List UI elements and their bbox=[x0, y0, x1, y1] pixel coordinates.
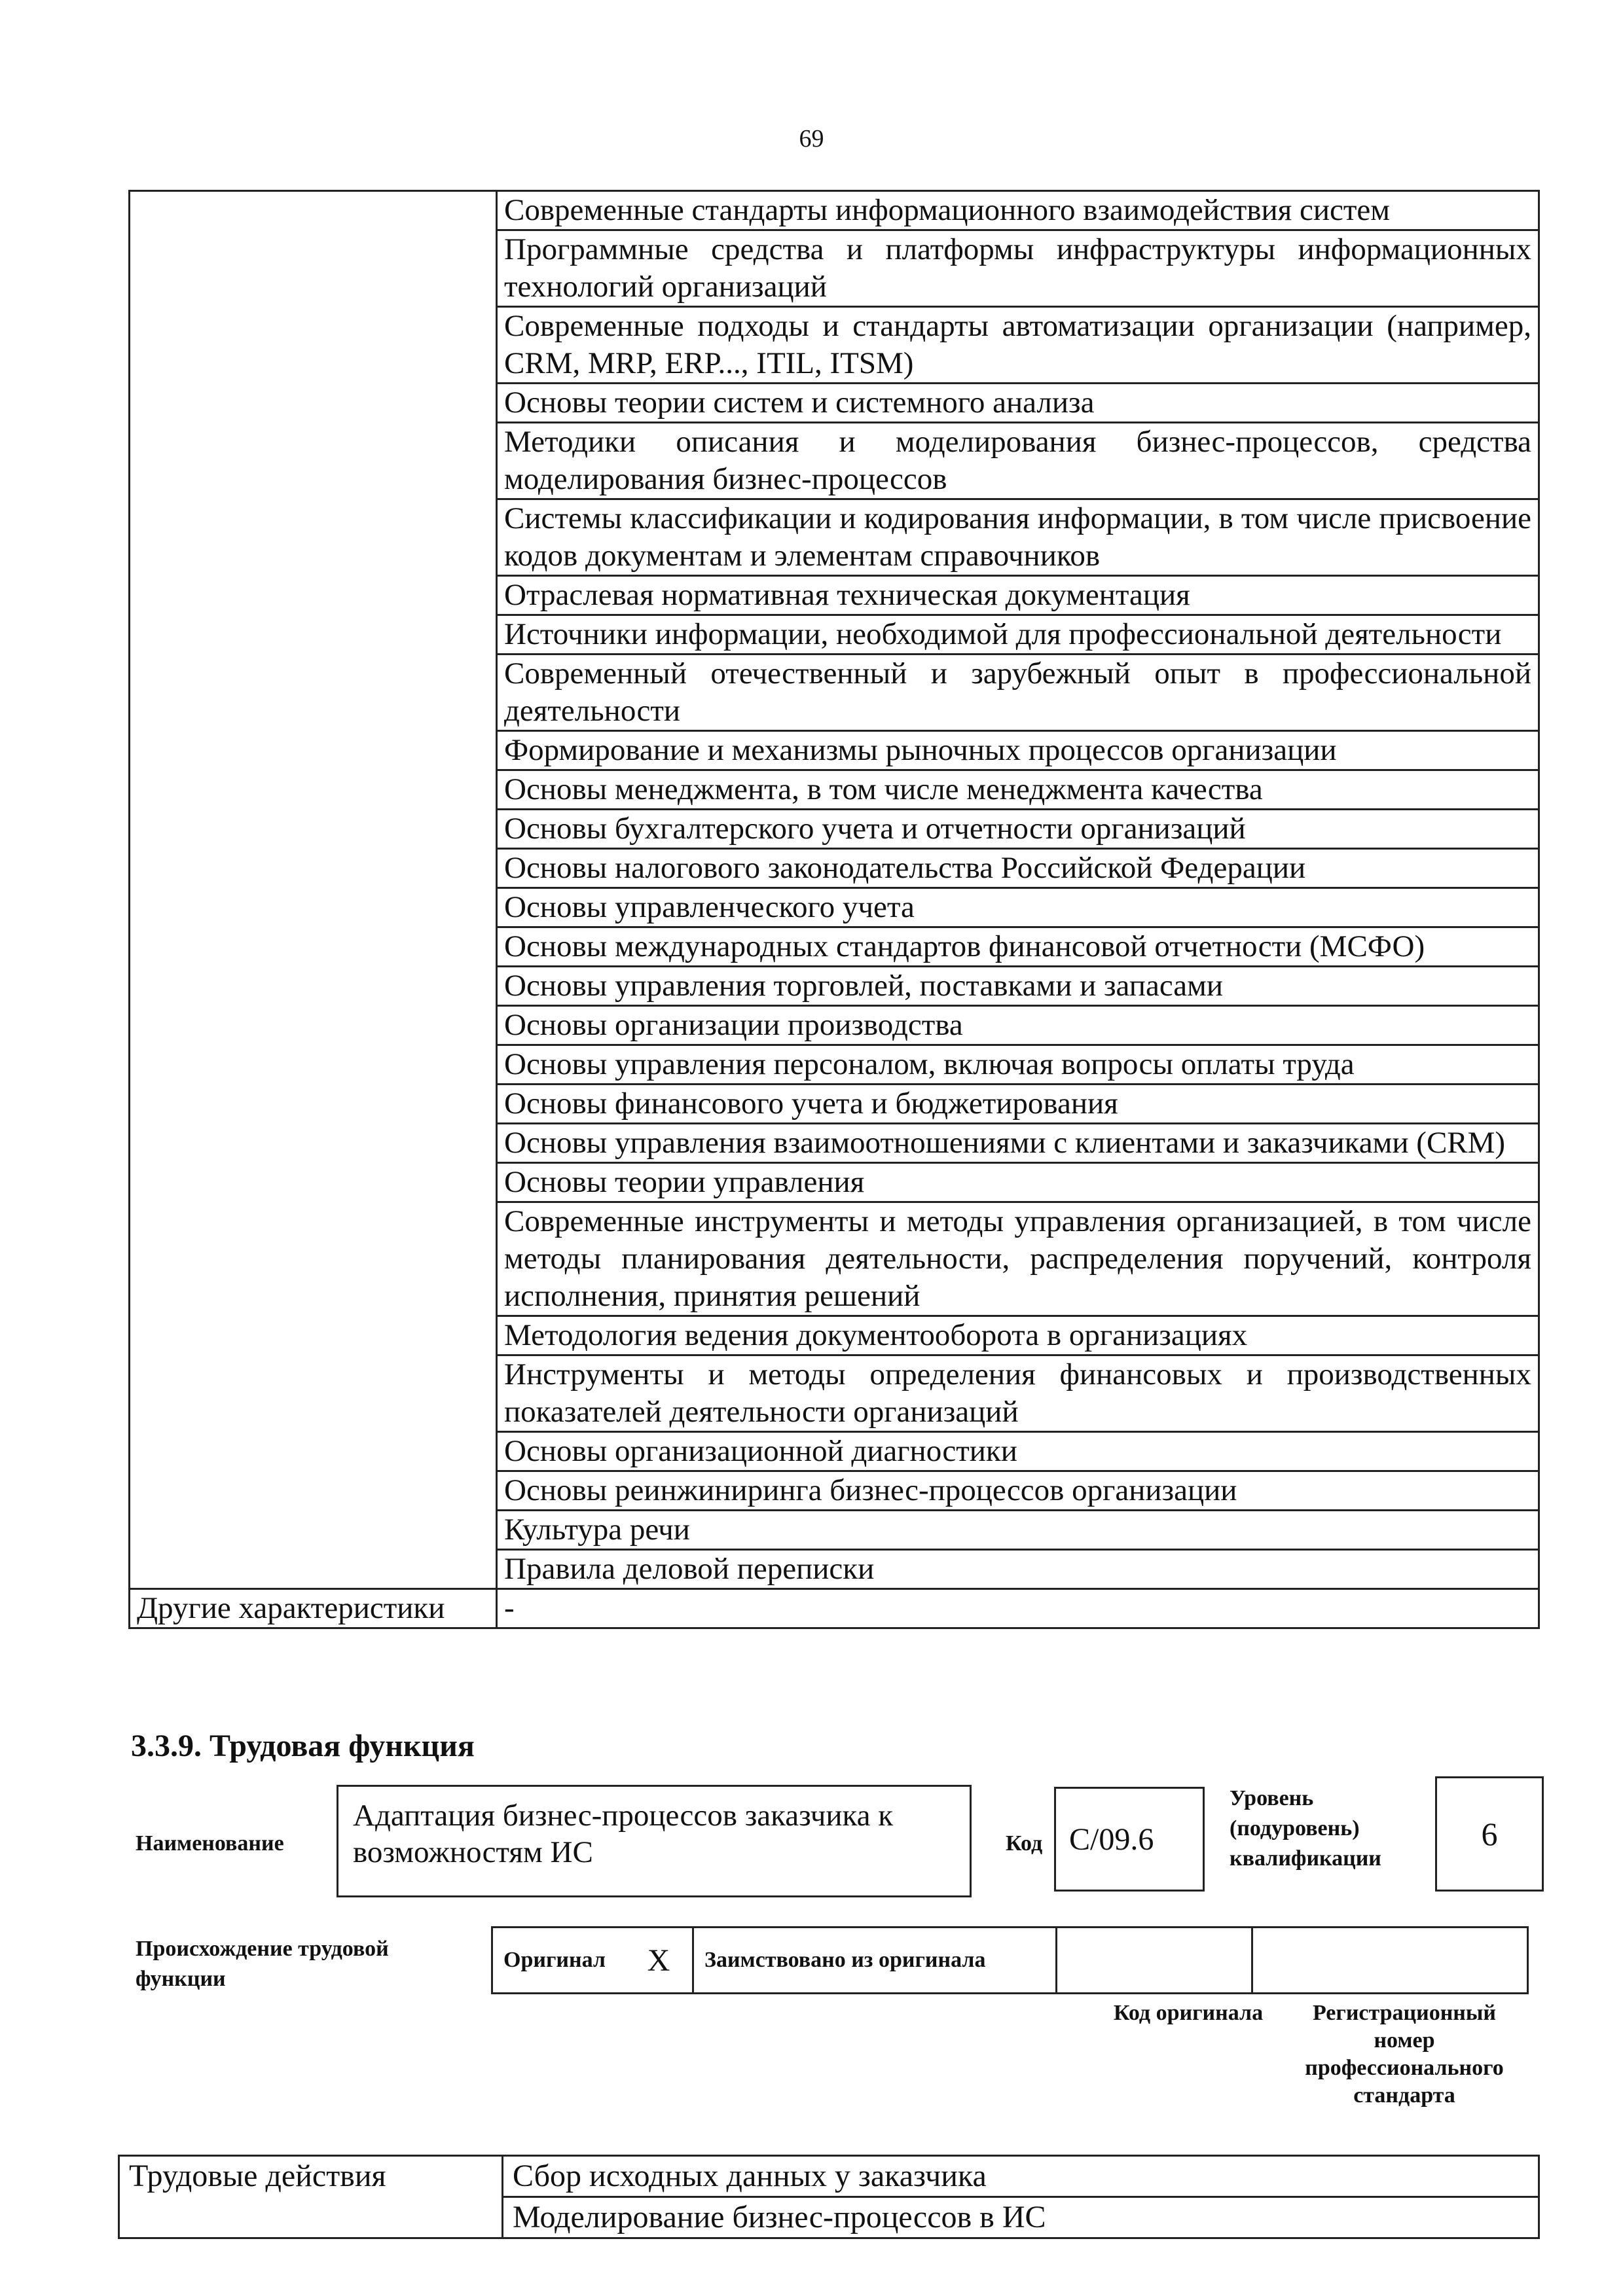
knowledge-item: Основы управления персоналом, включая вопросы оплаты труда bbox=[497, 1045, 1539, 1085]
knowledge-item: Современные подходы и стандарты автоматизации организации (например, CRM, MRP, ERP..., ITIL, ITSM) bbox=[497, 307, 1539, 384]
registration-number-cell bbox=[1252, 1928, 1528, 1994]
knowledge-item: Инструменты и методы определения финансовых и производственных показателей деятельности организаций bbox=[497, 1355, 1539, 1432]
knowledge-item: Методология ведения документооборота в организациях bbox=[497, 1316, 1539, 1355]
knowledge-item: Современные инструменты и методы управления организацией, в том числе методы планирования деятельности, распределения поручений, контроля исполнения, принятия решений bbox=[497, 1202, 1539, 1316]
knowledge-item: Правила деловой переписки bbox=[497, 1550, 1539, 1589]
other-characteristics-value: - bbox=[497, 1589, 1539, 1628]
action-item: Сбор исходных данных у заказчика bbox=[503, 2156, 1539, 2197]
actions-table bbox=[118, 2155, 1540, 2239]
origin-table bbox=[491, 1926, 1529, 1994]
knowledge-item: Основы финансового учета и бюджетирования bbox=[497, 1085, 1539, 1124]
knowledge-item: Основы управления взаимоотношениями с клиентами и заказчиками (CRM) bbox=[497, 1124, 1539, 1163]
page-number: 69 bbox=[799, 125, 824, 152]
knowledge-item: Основы организации производства bbox=[497, 1006, 1539, 1045]
knowledge-item: Современные стандарты информационного взаимодействия систем bbox=[497, 191, 1539, 230]
knowledge-item: Основы организационной диагностики bbox=[497, 1432, 1539, 1471]
knowledge-item: Основы международных стандартов финансовой отчетности (МСФО) bbox=[497, 927, 1539, 967]
code-value-box: C/09.6 bbox=[1054, 1787, 1205, 1892]
knowledge-item: Основы менеджмента, в том числе менеджмента качества bbox=[497, 770, 1539, 810]
knowledge-item: Формирование и механизмы рыночных процессов организации bbox=[497, 731, 1539, 770]
knowledge-item: Методики описания и моделирования бизнес-процессов, средства моделирования бизнес-процессов bbox=[497, 423, 1539, 499]
action-item: Моделирование бизнес-процессов в ИС bbox=[503, 2197, 1539, 2238]
borrowed-label: Заимствовано из оригинала bbox=[693, 1928, 1057, 1994]
original-code-cell bbox=[1057, 1928, 1252, 1994]
knowledge-item: Основы управления торговлей, поставками и запасами bbox=[497, 967, 1539, 1006]
knowledge-item: Основы теории управления bbox=[497, 1163, 1539, 1202]
knowledge-item: Системы классификации и кодирования информации, в том числе присвоение кодов документам и элементам справочников bbox=[497, 499, 1539, 576]
knowledge-item: Основы теории систем и системного анализа bbox=[497, 384, 1539, 423]
registration-number-caption: Регистрационный номер профессионального стандарта bbox=[1305, 2001, 1504, 2108]
original-code-caption: Код оригинала bbox=[1113, 2001, 1264, 2025]
other-characteristics-label: Другие характеристики bbox=[130, 1589, 497, 1628]
knowledge-item: Культура речи bbox=[497, 1511, 1539, 1550]
original-label: Оригинал bbox=[492, 1928, 626, 1994]
knowledge-label-cell bbox=[130, 191, 497, 1589]
origin-row bbox=[492, 1928, 1528, 1994]
knowledge-item: Основы управленческого учета bbox=[497, 888, 1539, 927]
origin-label: Происхождение трудовой функции bbox=[136, 1937, 389, 1991]
knowledge-row bbox=[130, 191, 1539, 230]
knowledge-item: Отраслевая нормативная техническая документация bbox=[497, 576, 1539, 615]
knowledge-table bbox=[128, 190, 1540, 1629]
knowledge-item: Программные средства и платформы инфраструктуры информационных технологий организаций bbox=[497, 230, 1539, 307]
other-characteristics-row bbox=[130, 1589, 1539, 1628]
knowledge-item: Источники информации, необходимой для профессиональной деятельности bbox=[497, 615, 1539, 655]
knowledge-item: Основы налогового законодательства Российской Федерации bbox=[497, 849, 1539, 888]
actions-label: Трудовые действия bbox=[119, 2156, 503, 2238]
level-value-box: 6 bbox=[1435, 1776, 1544, 1892]
function-name-box: Адаптация бизнес-процессов заказчика к возможностям ИС bbox=[337, 1785, 972, 1897]
action-row bbox=[119, 2156, 1539, 2197]
knowledge-item: Основы реинжиниринга бизнес-процессов организации bbox=[497, 1471, 1539, 1511]
knowledge-item: Основы бухгалтерского учета и отчетности организаций bbox=[497, 810, 1539, 849]
code-label: Код bbox=[1006, 1831, 1043, 1856]
section-heading: 3.3.9. Трудовая функция bbox=[131, 1729, 475, 1763]
name-label: Наименование bbox=[136, 1831, 284, 1856]
level-label: Уровень (подуровень) квалификации bbox=[1230, 1786, 1381, 1871]
original-mark: X bbox=[625, 1928, 693, 1994]
knowledge-item: Современный отечественный и зарубежный опыт в профессиональной деятельности bbox=[497, 655, 1539, 731]
